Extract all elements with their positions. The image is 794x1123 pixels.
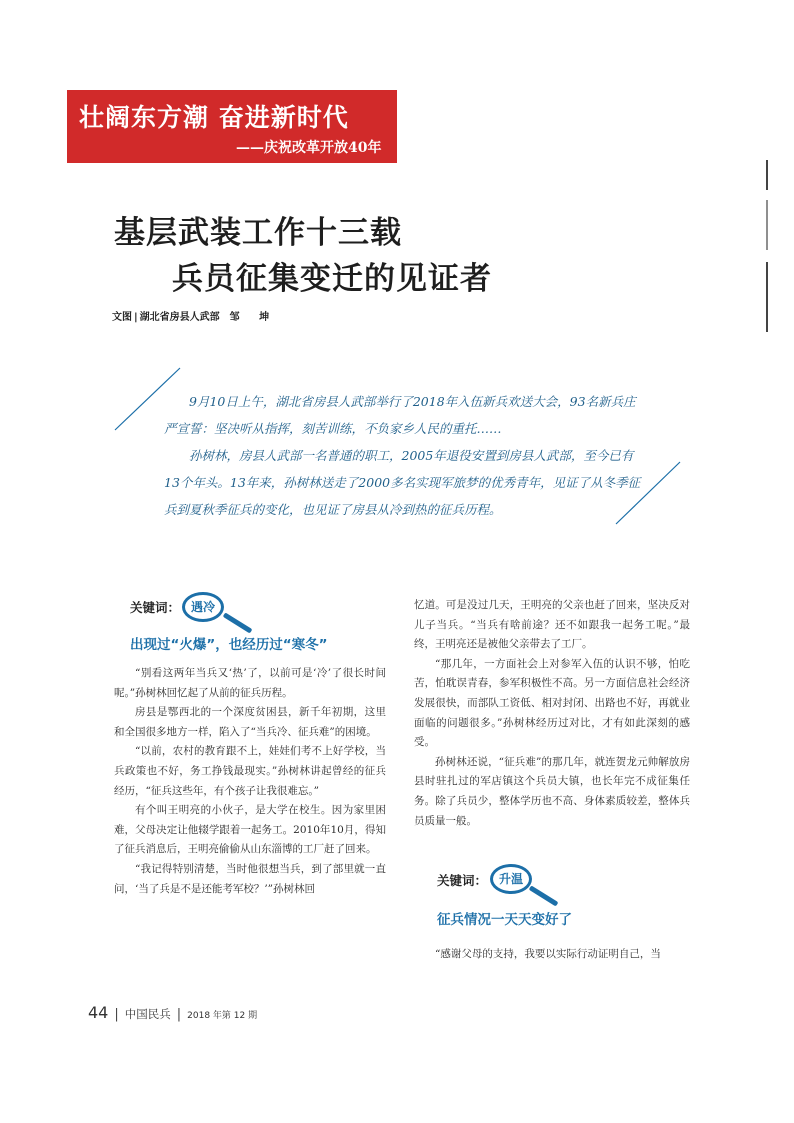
edge-mark xyxy=(766,160,768,190)
keyword-badge: 遇冷 xyxy=(182,592,224,622)
headline-line-2: 兵员征集变迁的见证者 xyxy=(172,261,492,297)
byline xyxy=(112,308,277,323)
series-banner-title: 壮阔东方潮 奋进新时代 xyxy=(79,103,349,132)
right-paragraph-1: 忆道。可是没过几天，王明亮的父亲也赶了回来，坚决反对儿子当兵。“当兵有啥前途？还不如跟我一起务工呢。”最终，王明亮还是被他父亲带去了工厂。 xyxy=(414,599,690,651)
right-column-continued xyxy=(414,945,690,965)
footer-separator: | xyxy=(176,1007,182,1022)
left-paragraph-5: “我记得特别清楚，当时他很想当兵，到了部里就一直问，‘当了兵是不是还能考军校？’”孙树林回 xyxy=(114,862,386,895)
byline-unit: 湖北省房县人武部 xyxy=(139,312,220,323)
section-subhead: 征兵情况一天天变好了 xyxy=(437,912,572,928)
keyword-label: 关键词： xyxy=(437,873,488,888)
right-paragraph-2: “那几年，一方面社会上对参军入伍的认识不够，怕吃苦，怕耽误青春，参军积极性不高。另一方面信息社会经济发展很快，而部队工资低、相对封闭、出路也不好，再就业面临的问题很多。”孙树林经历过对比，才有如此深刻的感受。 xyxy=(414,657,690,749)
byline-prefix: 文图 xyxy=(112,312,132,323)
lead-text-1: 9月10日上午，湖北省房县人武部举行了2018年入伍新兵欢送大会，93名新兵庄严宣誓：坚决听从指挥，刻苦训练，不负家乡人民的重托…… xyxy=(164,394,636,436)
section-subhead: 出现过“火爆”，也经历过“寒冬” xyxy=(130,637,328,653)
keyword-label: 关键词： xyxy=(130,600,181,615)
series-banner-subtitle: ——庆祝改革开放40年 xyxy=(236,140,382,156)
magazine-name: 中国民兵 xyxy=(124,1007,171,1021)
left-paragraph-2: 房县是鄂西北的一个深度贫困县，新千年初期，这里和全国很多地方一样，陷入了“当兵冷、征兵难”的困境。 xyxy=(114,706,386,738)
magnifier-handle-icon xyxy=(223,612,253,633)
byline-separator: | xyxy=(134,312,138,323)
left-paragraph-3: “以前，农村的教育跟不上，娃娃们考不上好学校，当兵政策也不好，务工挣钱最现实。”孙树林讲起曾经的征兵经历，“征兵这些年，有个孩子让我很难忘。” xyxy=(114,745,386,797)
right-column xyxy=(414,596,690,831)
lead-text-2: 孙树林，房县人武部一名普通的职工，2005年退役安置到房县人武部，至今已有13个年头。13年来，孙树林送走了2000多名实现军旅梦的优秀青年，见证了从冬季征兵到夏秋季征兵的变化，也见证了房县从冷到热的征兵历程。 xyxy=(164,448,641,517)
keyword-badge: 升温 xyxy=(490,864,532,894)
byline-author: 邹 坤 xyxy=(229,312,278,323)
footer-separator: | xyxy=(114,1007,119,1022)
right-paragraph-4: “感谢父母的支持，我要以实际行动证明自己，当 xyxy=(435,948,661,960)
edge-mark xyxy=(766,200,768,250)
right-paragraph-3: 孙树林还说，“征兵难”的那几年，就连贺龙元帅解放房县时驻扎过的军店镇这个兵员大镇，也长年完不成征集任务。除了兵员少，整体学历也不高、身体素质较差，整体兵员质量一般。 xyxy=(414,755,690,827)
page-number: 44 xyxy=(88,1003,109,1022)
headline-line-1: 基层武装工作十三载 xyxy=(114,215,402,251)
page-footer xyxy=(88,1003,257,1022)
left-paragraph-4: 有个叫王明亮的小伙子，是大学在校生。因为家里困难，父母决定让他辍学跟着一起务工。2010年10月，得知了征兵消息后，王明亮偷偷从山东淄博的工厂赶了回来。 xyxy=(114,804,386,856)
left-column xyxy=(114,664,386,899)
left-paragraph-1: “别看这两年当兵又‘热’了，以前可是‘冷’了很长时间呢。”孙树林回忆起了从前的征兵历程。 xyxy=(114,667,386,699)
issue-label: 2018 年第 12 期 xyxy=(187,1011,258,1021)
edge-mark xyxy=(766,262,768,332)
lead-paragraph xyxy=(164,388,644,523)
magnifier-handle-icon xyxy=(529,885,559,906)
